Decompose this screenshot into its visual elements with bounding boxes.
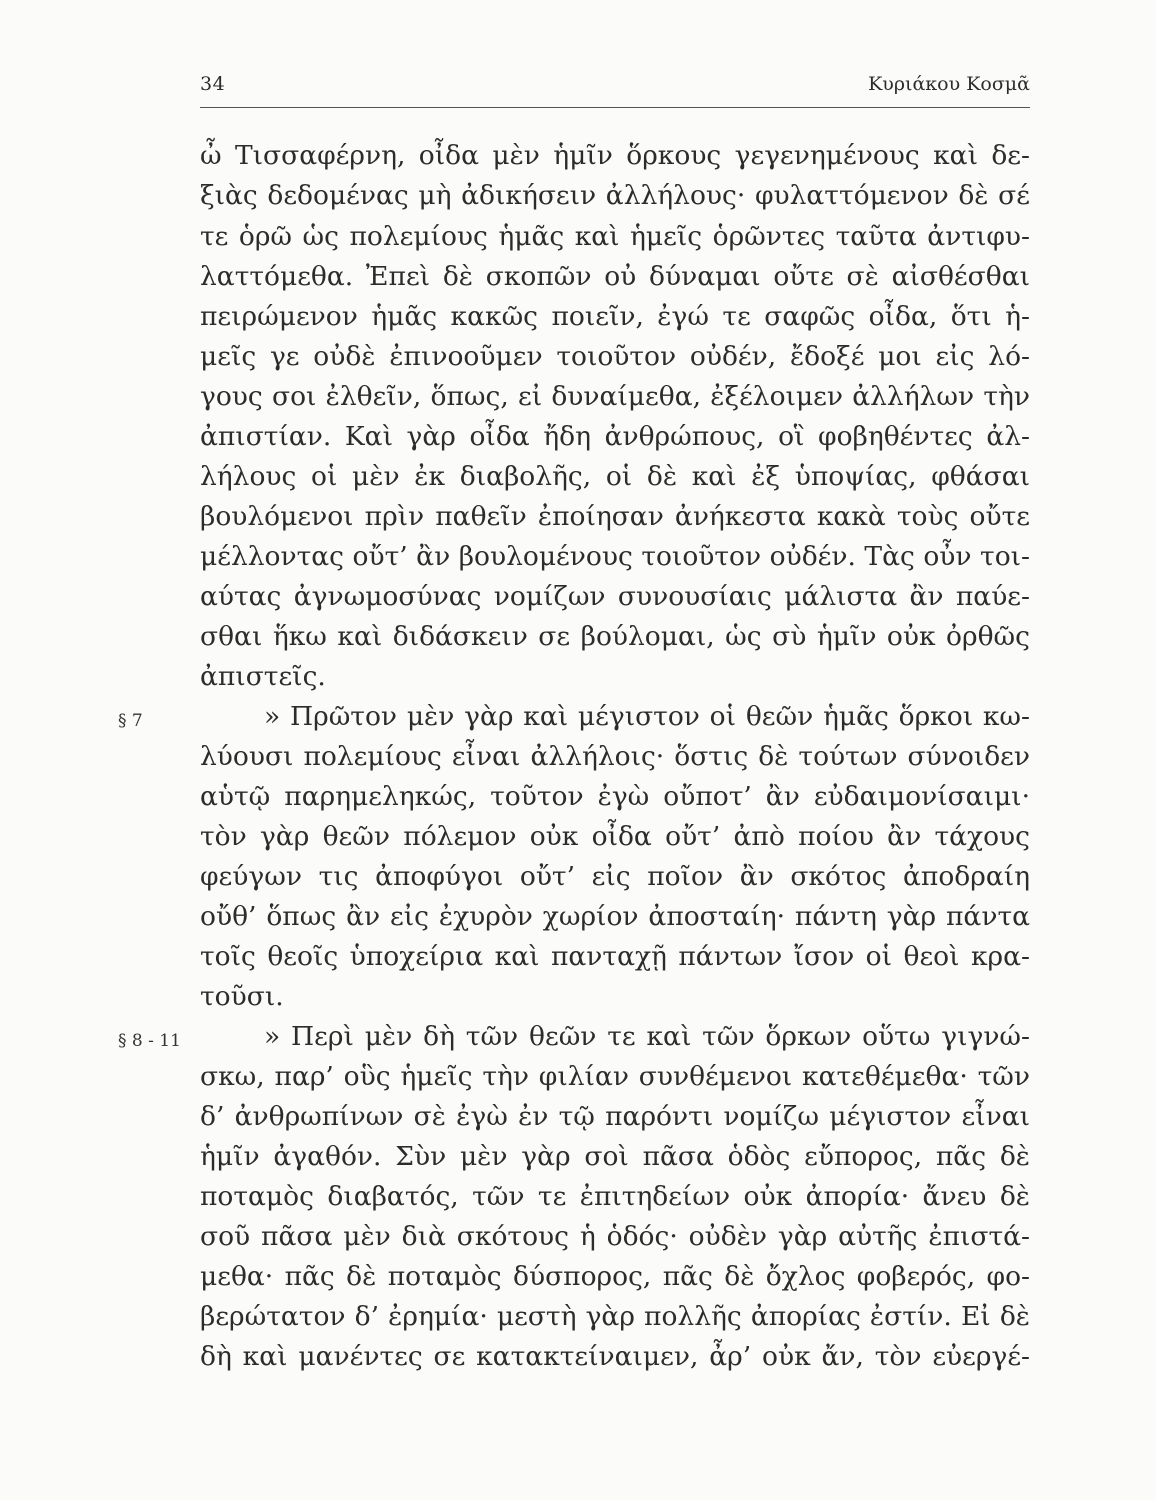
text-line: σοῦ πᾶσα μὲν διὰ σκότους ἡ ὁδός· οὐδὲν γὰρ αὐτῆς ἐπιστά- [200, 1221, 1030, 1252]
text-line: δ’ ἀνθρωπίνων σὲ ἐγὼ ἐν τῷ παρόντι νομίζω μέγιστον εἶναι [200, 1101, 1030, 1132]
text-line: μεθα· πᾶς δὲ ποταμὸς δύσπορος, πᾶς δὲ ὄχλος φοβερός, φο- [200, 1261, 1030, 1292]
text-line: σκω, παρ’ οὓς ἡμεῖς τὴν φιλίαν συνθέμενοι κατεθέμεθα· τῶν [200, 1061, 1030, 1092]
text-line: πειρώμενον ἡμᾶς κακῶς ποιεῖν, ἐγώ τε σαφῶς οἶδα, ὅτι ἡ- [200, 301, 1030, 332]
text-line: λαττόμεθα. Ἐπεὶ δὲ σκοπῶν οὐ δύναμαι οὔτε σὲ αἰσθέσθαι [200, 261, 1030, 292]
text-line: βερώτατον δ’ ἐρημία· μεστὴ γὰρ πολλῆς ἀπορίας ἐστίν. Εἰ δὲ [200, 1301, 1030, 1332]
text-line: αὑτῷ παρημεληκώς, τοῦτον ἐγὼ οὔποτ’ ἂν εὐδαιμονίσαιμι· [200, 781, 1030, 812]
text-line: βουλόμενοι πρὶν παθεῖν ἐποίησαν ἀνήκεστα κακὰ τοὺς οὔτε [200, 501, 1030, 532]
running-title: Κυριάκου Κοσμᾶ [868, 73, 1030, 95]
header-rule [200, 107, 1030, 108]
text-line: τε ὁρῶ ὡς πολεμίους ἡμᾶς καὶ ἡμεῖς ὁρῶντες ταῦτα ἀντιφυ- [200, 221, 1030, 252]
text-line: ὦ Τισσαφέρνη, οἶδα μὲν ἡμῖν ὅρκους γεγενημένους καὶ δε- [200, 140, 1030, 171]
text-line: λήλους οἱ μὲν ἐκ διαβολῆς, οἱ δὲ καὶ ἐξ ὑποψίας, φθάσαι [200, 461, 1030, 492]
text-line: φεύγων τις ἀποφύγοι οὔτ’ εἰς ποῖον ἂν σκότος ἀποδραίη [200, 861, 1030, 892]
text-line: μέλλοντας οὔτ’ ἂν βουλομένους τοιοῦτον οὐδέν. Τὰς οὖν τοι- [200, 541, 1030, 572]
text-line: ξιὰς δεδομένας μὴ ἀδικήσειν ἀλλήλους· φυλαττόμενον δὲ σέ [200, 180, 1030, 211]
text-line: ἀπιστίαν. Καὶ γὰρ οἶδα ἤδη ἀνθρώπους, οἳ φοβηθέντες ἀλ- [200, 421, 1030, 452]
text-line: τοῖς θεοῖς ὑποχείρια καὶ πανταχῇ πάντων ἴσον οἱ θεοὶ κρα- [200, 941, 1030, 972]
section-marker-8-11: § 8 - 11 [118, 1031, 181, 1051]
text-line: οὔθ’ ὅπως ἂν εἰς ἐχυρὸν χωρίον ἀποσταίη· πάντη γὰρ πάντα [200, 901, 1030, 932]
page-number: 34 [200, 73, 226, 95]
text-line: τὸν γὰρ θεῶν πόλεμον οὐκ οἶδα οὔτ’ ἀπὸ ποίου ἂν τάχους [200, 821, 1030, 852]
text-line: » Πρῶτον μὲν γὰρ καὶ μέγιστον οἱ θεῶν ἡμᾶς ὅρκοι κω- [264, 701, 1030, 732]
text-line: » Περὶ μὲν δὴ τῶν θεῶν τε καὶ τῶν ὅρκων οὕτω γιγνώ- [264, 1021, 1030, 1052]
text-line: τοῦσι. [200, 981, 284, 1012]
text-line: αύτας ἀγνωμοσύνας νομίζων συνουσίαις μάλιστα ἂν παύε- [200, 581, 1030, 612]
text-line: σθαι ἥκω καὶ διδάσκειν σε βούλομαι, ὡς σὺ ἡμῖν οὐκ ὀρθῶς [200, 621, 1030, 652]
text-line: γους σοι ἐλθεῖν, ὅπως, εἰ δυναίμεθα, ἐξέλοιμεν ἀλλήλων τὴν [200, 381, 1030, 412]
text-line: λύουσι πολεμίους εἶναι ἀλλήλοις· ὅστις δὲ τούτων σύνοιδεν [200, 741, 1030, 772]
text-line: ἀπιστεῖς. [200, 661, 326, 692]
text-line: δὴ καὶ μανέντες σε κατακτείναιμεν, ἆρ’ οὐκ ἄν, τὸν εὐεργέ- [200, 1341, 1030, 1372]
section-marker-7: § 7 [118, 711, 143, 731]
text-line: ἡμῖν ἀγαθόν. Σὺν μὲν γὰρ σοὶ πᾶσα ὁδὸς εὔπορος, πᾶς δὲ [200, 1141, 1030, 1172]
text-line: μεῖς γε οὐδὲ ἐπινοοῦμεν τοιοῦτον οὐδέν, ἔδοξέ μοι εἰς λό- [200, 341, 1030, 372]
text-line: ποταμὸς διαβατός, τῶν τε ἐπιτηδείων οὐκ ἀπορία· ἄνευ δὲ [200, 1181, 1030, 1212]
